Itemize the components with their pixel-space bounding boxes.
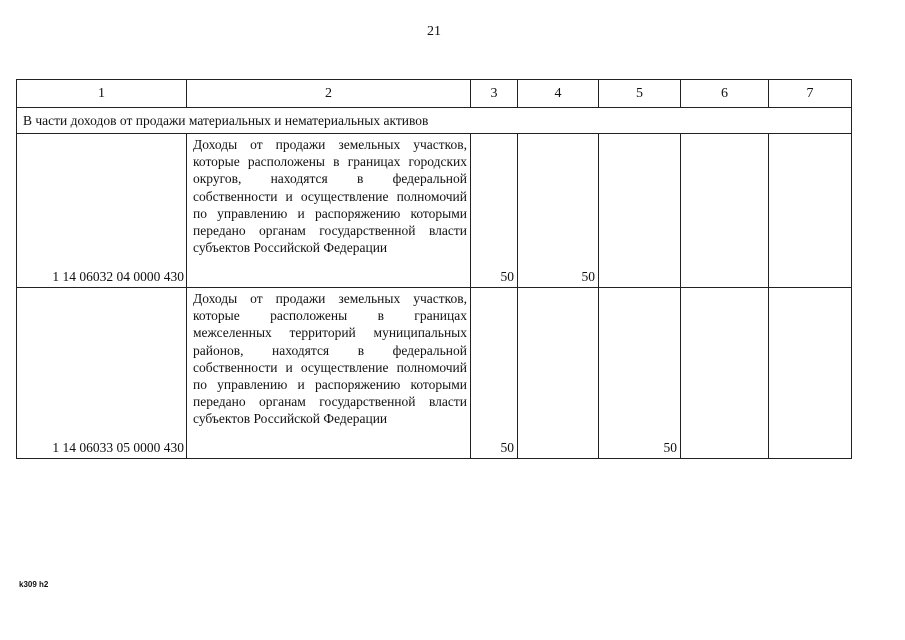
description-cell: Доходы от продажи земельных участков, которые расположены в границах межселенных территорий муниципальных районов, находятся в федеральной собственности и осуществление полномочий по управлению и распоряжению которыми передано органам государственной власти субъектов Российской Федерации (187, 288, 471, 459)
value-cell-col6 (681, 134, 769, 288)
column-header: 6 (681, 80, 769, 108)
revenue-code-cell: 1 14 06033 05 0000 430 (17, 288, 187, 459)
column-header: 5 (599, 80, 681, 108)
value-cell-col3: 50 (471, 134, 518, 288)
value-cell-col5 (599, 134, 681, 288)
column-header: 7 (769, 80, 852, 108)
value-cell-col7 (769, 134, 852, 288)
section-row (17, 108, 852, 134)
column-header: 3 (471, 80, 518, 108)
value-cell-col4: 50 (518, 134, 599, 288)
table-row (17, 134, 852, 288)
footer-document-code: k309 h2 (19, 580, 49, 589)
table-header-row (17, 80, 852, 108)
page-number: 21 (427, 24, 441, 39)
column-header: 1 (17, 80, 187, 108)
description-cell: Доходы от продажи земельных участков, которые расположены в границах городских округов, находятся в федеральной собственности и осуществление полномочий по управлению и распоряжению которыми передано органам государственной власти субъектов Российской Федерации (187, 134, 471, 288)
section-title: В части доходов от продажи материальных и нематериальных активов (17, 108, 852, 134)
column-header: 2 (187, 80, 471, 108)
column-header: 4 (518, 80, 599, 108)
revenue-code-cell: 1 14 06032 04 0000 430 (17, 134, 187, 288)
value-cell-col6 (681, 288, 769, 459)
table-row (17, 288, 852, 459)
value-cell-col7 (769, 288, 852, 459)
value-cell-col4 (518, 288, 599, 459)
value-cell-col3: 50 (471, 288, 518, 459)
value-cell-col5: 50 (599, 288, 681, 459)
document-table (16, 79, 852, 459)
